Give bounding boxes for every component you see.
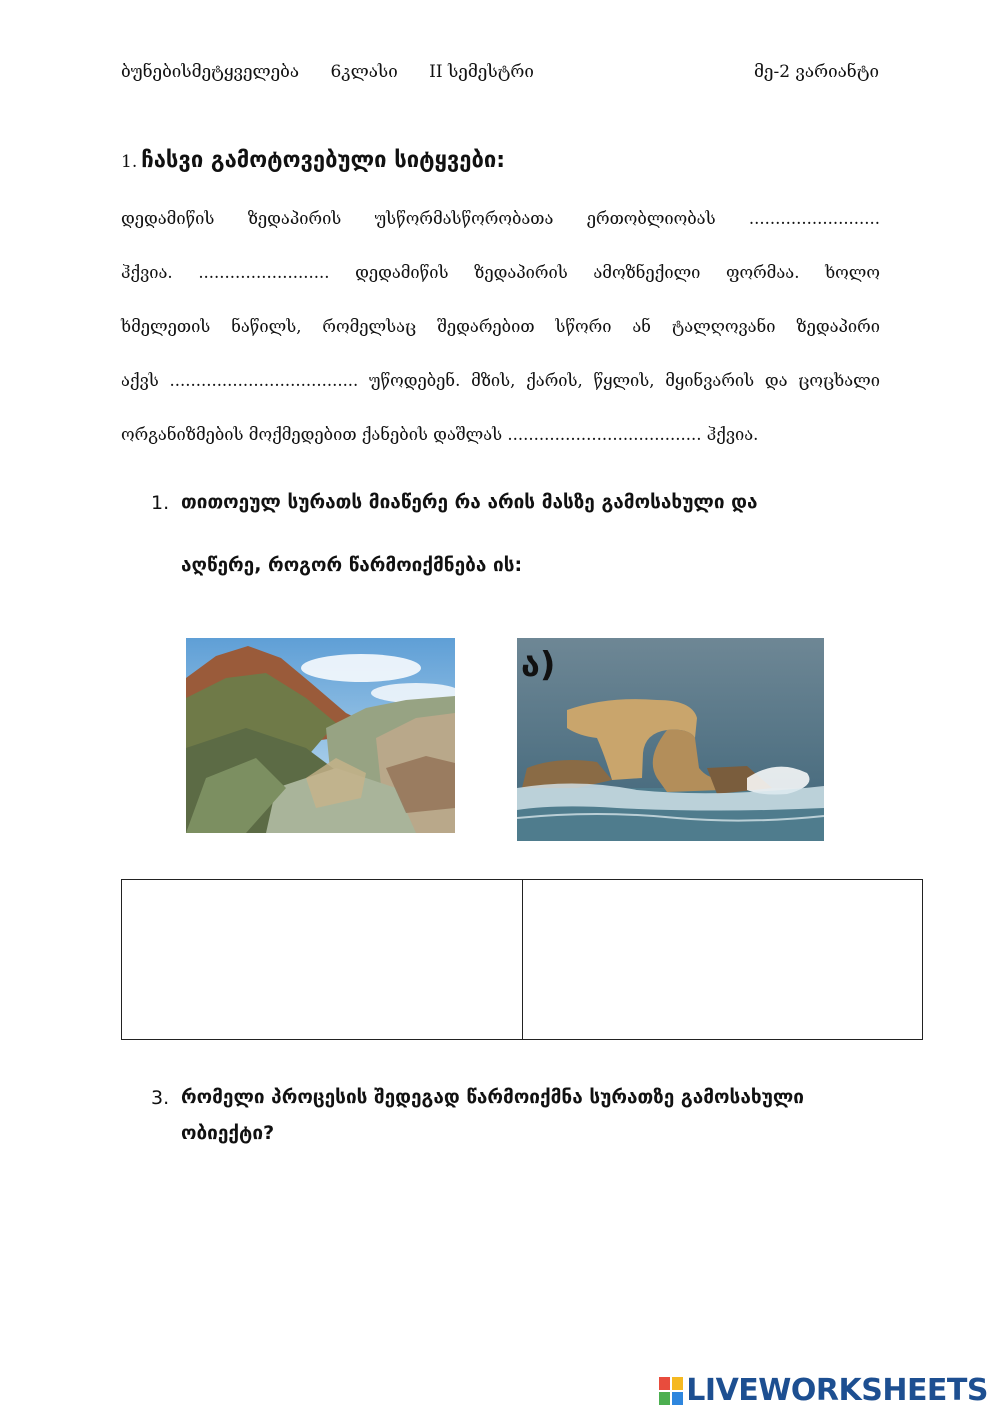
task3-line-2: ობიექტი? [181,1122,275,1144]
task1-title [121,148,505,173]
sea-arch-image [517,638,824,841]
blank-answer-1[interactable]: ......................... [748,209,881,228]
paragraph-line-1 [121,192,880,246]
word: ქარის, [526,371,583,390]
word: ფორმაა. [726,263,800,282]
task3-number [151,1087,169,1109]
answer-cell-2[interactable] [522,880,923,1039]
word: ან [632,317,651,336]
task3-number-text: 3. [151,1087,170,1109]
word: ამოზნექილი [593,263,701,282]
word: დედამიწის [121,209,215,228]
task2-line-2: აღწერე, როგორ წარმოიქმნება ის: [181,554,523,576]
paragraph-line-2 [121,246,880,300]
word: ჰქვია. [121,263,173,282]
word: უწოდებენ. [369,371,461,390]
word: ხოლო [825,263,880,282]
header-semester: II სემესტრი [429,62,534,82]
paragraph-line-5-text: ორგანიზმების მოქმედებით ქანების დაშლას ..................................... ჰქვია. [121,425,759,444]
task1-paragraph [121,192,880,462]
word: მზის, [471,371,516,390]
blank-answer-3[interactable]: .................................... [169,371,359,390]
word: მყინვარის [665,371,755,390]
header-grade: 6კლასი [330,62,398,82]
answer-cell-1[interactable] [122,880,522,1039]
task2-number [151,492,169,514]
header-variant: მე-2 ვარიანტი [753,62,879,82]
word: ზედაპირის [247,209,342,228]
word: ერთობლიობას [586,209,716,228]
blank-answer-2[interactable]: ......................... [198,263,330,282]
task2-line-1: თითოეულ სურათს მიაწერე რა არის მასზე გამოსახული და [181,491,758,513]
word: ხმელეთის [121,317,211,336]
word: დედამიწის [355,263,449,282]
header-subject: ბუნებისმეტყველება [121,62,300,82]
liveworksheets-logo [659,1373,988,1408]
word: სწორი [555,317,612,336]
word: აქვს [121,371,159,390]
paragraph-line-3 [121,300,880,354]
liveworksheets-logo-text: LIVEWORKSHEETS [686,1373,988,1408]
word: შედარებით [437,317,535,336]
word: ტალღოვანი [671,317,776,336]
paragraph-line-5 [121,408,880,462]
header-left [121,62,560,82]
mountain-valley-image [186,638,455,833]
image-label-a: ა) [521,645,556,685]
task1-number: 1. [121,152,138,172]
word: და [764,371,788,390]
answer-table [121,879,923,1040]
word: ზედაპირის [474,263,568,282]
word: ნაწილს, [231,317,302,336]
liveworksheets-logo-icon [659,1377,683,1405]
task1-title-text: ჩასვი გამოტოვებული სიტყვები: [141,148,506,173]
word: ცოცხალი [798,371,880,390]
task3-line-1: რომელი პროცესის შედეგად წარმოიქმნა სურათზე გამოსახული [181,1086,804,1108]
word: უსწორმასწორობათა [374,209,554,228]
task2-number-text: 1. [151,492,170,514]
paragraph-line-4 [121,354,880,408]
word: წყლის, [593,371,655,390]
sea-arch-illustration [517,638,824,841]
mountain-valley-illustration [186,638,455,833]
word: რომელსაც [322,317,417,336]
word: ზედაპირი [796,317,880,336]
